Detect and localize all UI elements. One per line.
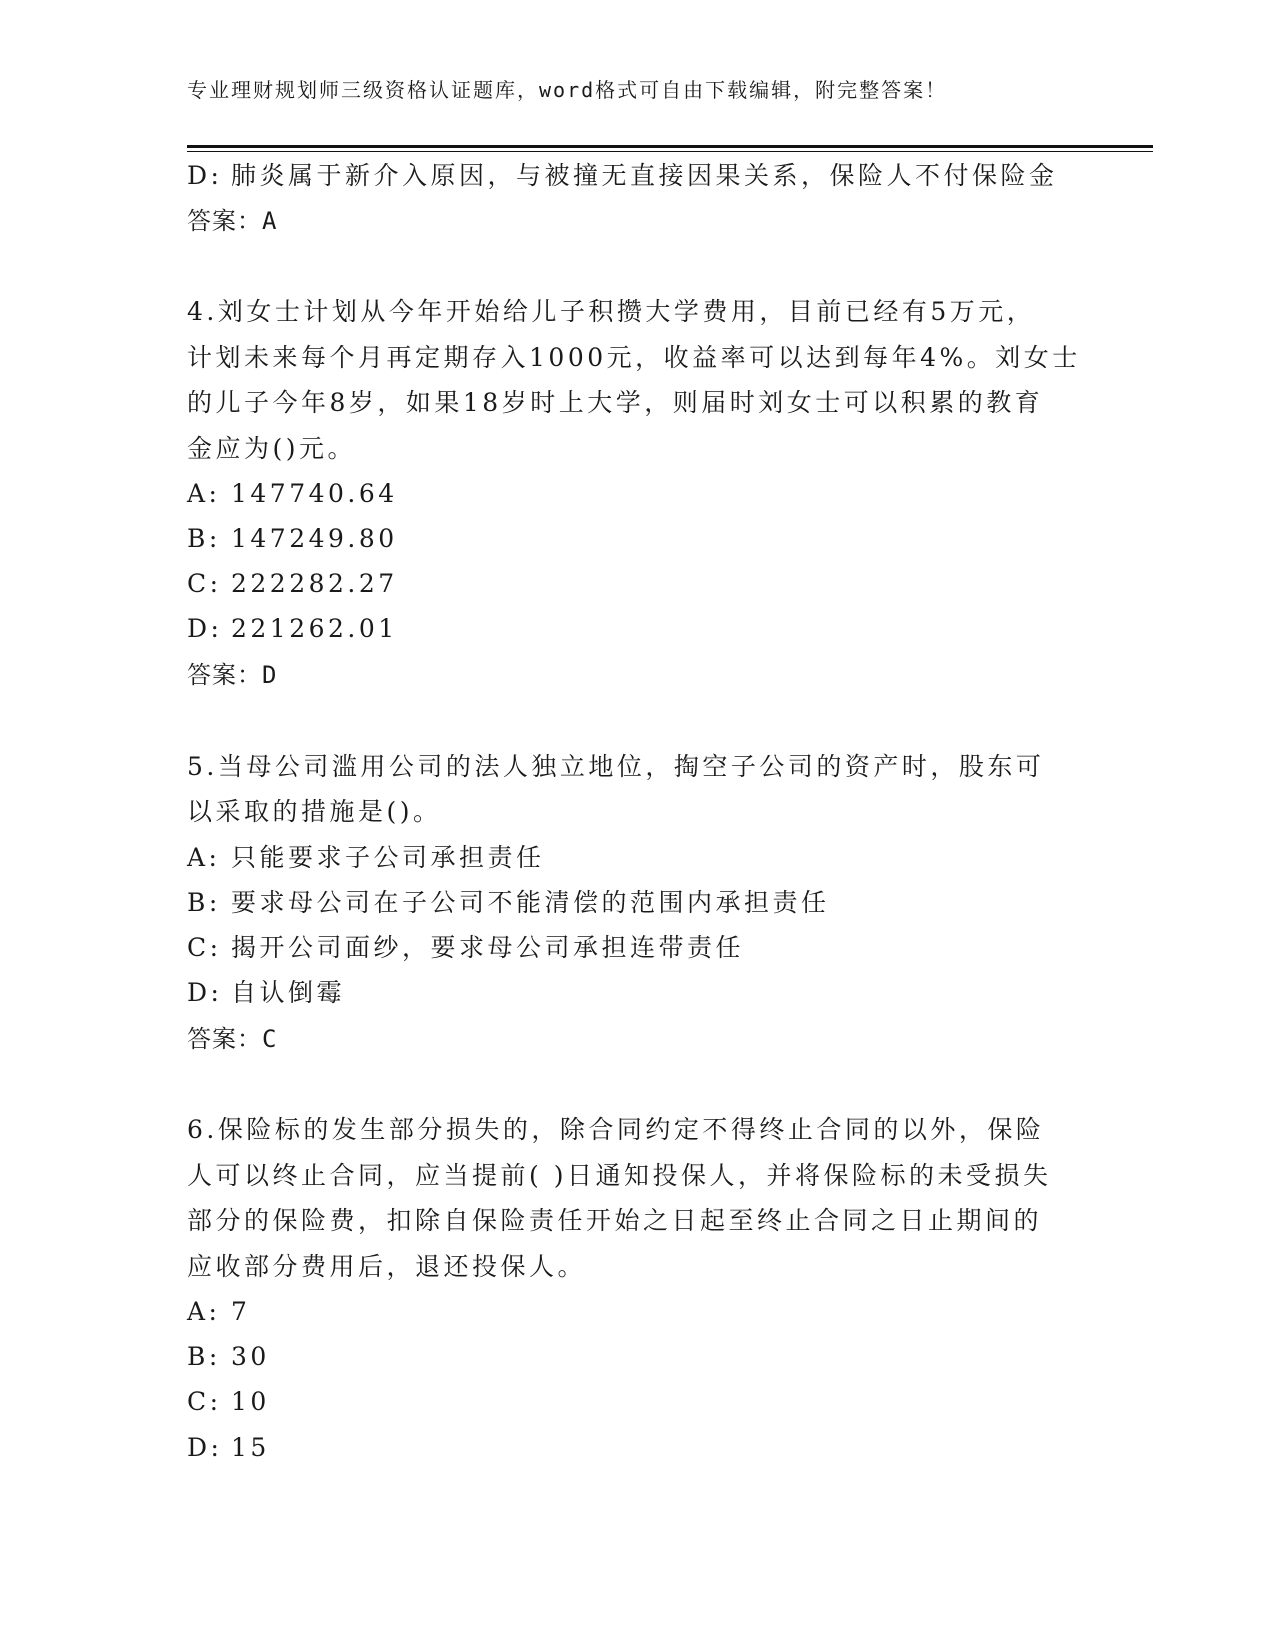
option-text: 要求母公司在子公司不能清偿的范围内承担责任 bbox=[231, 888, 830, 917]
option-text: 30 bbox=[231, 1342, 270, 1371]
option-key: C: bbox=[187, 1387, 222, 1416]
option-text: 15 bbox=[231, 1433, 270, 1462]
q4-answer: 答案：D bbox=[187, 661, 278, 689]
q4-option-d bbox=[187, 611, 398, 647]
prev-question-option-d bbox=[187, 158, 1058, 194]
q5-option-d bbox=[187, 975, 345, 1011]
option-key: C: bbox=[187, 569, 222, 598]
option-text: 147249.80 bbox=[231, 524, 398, 553]
q6-option-d bbox=[187, 1430, 270, 1466]
option-key: A: bbox=[187, 843, 221, 872]
q5-option-b bbox=[187, 885, 830, 921]
option-text: 自认倒霉 bbox=[231, 978, 346, 1007]
option-key: B: bbox=[187, 888, 221, 917]
q4-option-a bbox=[187, 476, 398, 512]
option-key: D: bbox=[187, 978, 223, 1007]
option-key: D: bbox=[187, 614, 223, 643]
option-text: 肺炎属于新介入原因，与被撞无直接因果关系，保险人不付保险金 bbox=[231, 161, 1058, 190]
q4-stem-line-3: 的儿子今年8岁，如果18岁时上大学，则届时刘女士可以积累的教育 bbox=[187, 388, 1044, 417]
option-key: B: bbox=[187, 1342, 221, 1371]
q4-option-c bbox=[187, 566, 398, 602]
q5-option-c bbox=[187, 930, 744, 966]
q6-stem-line-1: 6.保险标的发生部分损失的，除合同约定不得终止合同的以外，保险 bbox=[187, 1115, 1045, 1144]
q5-option-a bbox=[187, 840, 545, 876]
q5-stem-line-1: 5.当母公司滥用公司的法人独立地位，掏空子公司的资产时，股东可 bbox=[187, 752, 1045, 781]
q4-stem-line-1: 4.刘女士计划从今年开始给儿子积攒大学费用，目前已经有5万元， bbox=[187, 297, 1036, 326]
option-text: 揭开公司面纱，要求母公司承担连带责任 bbox=[231, 933, 745, 962]
q6-stem-line-4: 应收部分费用后，退还投保人。 bbox=[187, 1252, 587, 1281]
option-text: 10 bbox=[231, 1387, 270, 1416]
option-text: 222282.27 bbox=[231, 569, 398, 598]
option-key: A: bbox=[187, 479, 221, 508]
option-text: 只能要求子公司承担责任 bbox=[231, 843, 545, 872]
q6-stem-line-2: 人可以终止合同，应当提前( )日通知投保人，并将保险标的未受损失 bbox=[187, 1161, 1052, 1190]
option-key: B: bbox=[187, 524, 221, 553]
q6-option-a bbox=[187, 1294, 250, 1330]
q5-answer: 答案：C bbox=[187, 1025, 278, 1053]
q6-stem-line-3: 部分的保险费，扣除自保险责任开始之日起至终止合同之日止期间的 bbox=[187, 1206, 1043, 1235]
option-text: 221262.01 bbox=[231, 614, 398, 643]
q4-stem-line-2: 计划未来每个月再定期存入1000元，收益率可以达到每年4%。刘女士 bbox=[187, 343, 1081, 372]
option-key: C: bbox=[187, 933, 222, 962]
prev-question-answer: 答案：A bbox=[187, 207, 278, 235]
option-key: A: bbox=[187, 1297, 221, 1326]
header-divider-thick bbox=[187, 145, 1153, 148]
q4-stem-line-4: 金应为()元。 bbox=[187, 434, 357, 463]
q4-option-b bbox=[187, 521, 398, 557]
header-divider-thin bbox=[187, 151, 1153, 152]
q6-option-b bbox=[187, 1339, 270, 1375]
option-key: D: bbox=[187, 161, 223, 190]
document-header-note: 专业理财规划师三级资格认证题库，word格式可自由下载编辑，附完整答案！ bbox=[187, 78, 948, 102]
option-key: D: bbox=[187, 1433, 223, 1462]
option-text: 7 bbox=[231, 1297, 251, 1326]
q5-stem-line-2: 以采取的措施是()。 bbox=[187, 797, 442, 826]
option-text: 147740.64 bbox=[231, 479, 398, 508]
q6-option-c bbox=[187, 1384, 270, 1420]
